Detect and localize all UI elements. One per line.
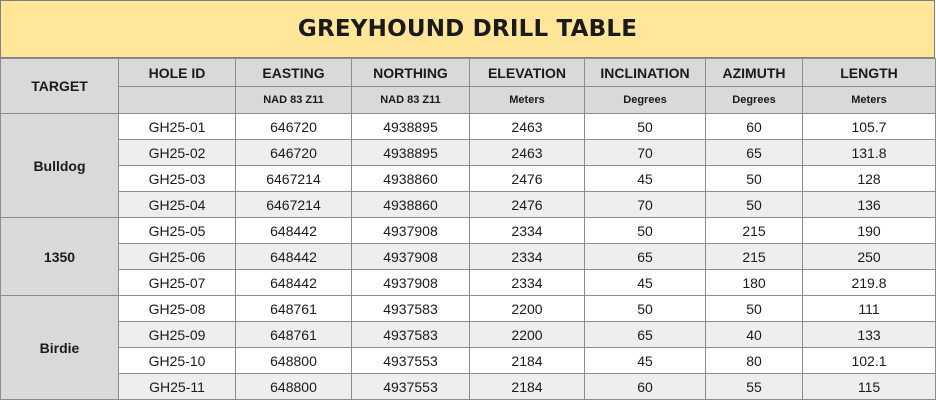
table-cell: 136 xyxy=(803,192,936,218)
table-cell: 4937553 xyxy=(352,374,470,400)
units-row xyxy=(1,87,936,114)
column-header-length: LENGTH xyxy=(803,59,936,87)
table-cell: 102.1 xyxy=(803,348,936,374)
table-cell: 65 xyxy=(585,244,706,270)
table-cell: 2476 xyxy=(470,166,585,192)
table-cell: 2184 xyxy=(470,348,585,374)
column-header-easting: EASTING xyxy=(236,59,352,87)
table-cell: 2476 xyxy=(470,192,585,218)
drill-table xyxy=(0,58,936,400)
table-cell: 40 xyxy=(706,322,803,348)
table-cell: 2334 xyxy=(470,270,585,296)
table-cell: 648442 xyxy=(236,244,352,270)
target-cell: Birdie xyxy=(1,296,119,400)
table-cell: 646720 xyxy=(236,114,352,140)
column-unit: Meters xyxy=(470,87,585,114)
table-cell: 4937908 xyxy=(352,244,470,270)
table-cell: 180 xyxy=(706,270,803,296)
table-row xyxy=(1,296,936,322)
table-cell: 115 xyxy=(803,374,936,400)
table-cell: 65 xyxy=(585,322,706,348)
table-cell: GH25-10 xyxy=(119,348,236,374)
column-unit: Degrees xyxy=(585,87,706,114)
column-header-target: TARGET xyxy=(1,59,119,114)
table-cell: 4937583 xyxy=(352,322,470,348)
table-cell: 2334 xyxy=(470,244,585,270)
table-cell: 4938860 xyxy=(352,192,470,218)
table-cell: 4937553 xyxy=(352,348,470,374)
table-cell: 70 xyxy=(585,192,706,218)
table-cell: 190 xyxy=(803,218,936,244)
table-cell: 219.8 xyxy=(803,270,936,296)
column-unit: Degrees xyxy=(706,87,803,114)
table-cell: 4938895 xyxy=(352,114,470,140)
table-cell: 45 xyxy=(585,270,706,296)
table-cell: GH25-06 xyxy=(119,244,236,270)
table-cell: 6467214 xyxy=(236,166,352,192)
table-cell: 111 xyxy=(803,296,936,322)
table-cell: GH25-11 xyxy=(119,374,236,400)
table-cell: 50 xyxy=(706,192,803,218)
table-cell: 648761 xyxy=(236,296,352,322)
table-cell: 2200 xyxy=(470,296,585,322)
table-cell: 2463 xyxy=(470,114,585,140)
table-cell: 4938895 xyxy=(352,140,470,166)
table-cell: GH25-01 xyxy=(119,114,236,140)
table-cell: GH25-09 xyxy=(119,322,236,348)
table-row xyxy=(1,270,936,296)
table-cell: 6467214 xyxy=(236,192,352,218)
table-cell: GH25-05 xyxy=(119,218,236,244)
column-unit: Meters xyxy=(803,87,936,114)
table-row xyxy=(1,244,936,270)
table-cell: 2334 xyxy=(470,218,585,244)
table-cell: 80 xyxy=(706,348,803,374)
table-cell: 60 xyxy=(585,374,706,400)
table-cell: 646720 xyxy=(236,140,352,166)
table-cell: 50 xyxy=(585,218,706,244)
table-cell: 50 xyxy=(585,114,706,140)
target-cell: Bulldog xyxy=(1,114,119,218)
table-cell: 128 xyxy=(803,166,936,192)
table-cell: 50 xyxy=(706,166,803,192)
table-cell: 55 xyxy=(706,374,803,400)
table-cell: 50 xyxy=(706,296,803,322)
column-header-hole-id: HOLE ID xyxy=(119,59,236,87)
table-cell: GH25-07 xyxy=(119,270,236,296)
table-row xyxy=(1,322,936,348)
table-cell: 60 xyxy=(706,114,803,140)
table-cell: GH25-02 xyxy=(119,140,236,166)
table-cell: 648442 xyxy=(236,218,352,244)
table-cell: 65 xyxy=(706,140,803,166)
table-cell: 4938860 xyxy=(352,166,470,192)
column-unit: NAD 83 Z11 xyxy=(236,87,352,114)
table-row xyxy=(1,140,936,166)
table-title: GREYHOUND DRILL TABLE xyxy=(0,0,935,58)
table-row xyxy=(1,218,936,244)
table-cell: 648800 xyxy=(236,374,352,400)
table-cell: 215 xyxy=(706,244,803,270)
table-cell: 4937908 xyxy=(352,270,470,296)
table-cell: 2463 xyxy=(470,140,585,166)
table-cell: GH25-08 xyxy=(119,296,236,322)
table-cell: 2184 xyxy=(470,374,585,400)
table-cell: 4937908 xyxy=(352,218,470,244)
table-cell: 215 xyxy=(706,218,803,244)
table-cell: 250 xyxy=(803,244,936,270)
table-cell: 70 xyxy=(585,140,706,166)
column-header-azimuth: AZIMUTH xyxy=(706,59,803,87)
table-cell: 648442 xyxy=(236,270,352,296)
table-cell: 648761 xyxy=(236,322,352,348)
column-unit xyxy=(119,87,236,114)
table-row xyxy=(1,166,936,192)
header-row xyxy=(1,59,936,87)
column-header-northing: NORTHING xyxy=(352,59,470,87)
table-cell: 131.8 xyxy=(803,140,936,166)
table-cell: GH25-03 xyxy=(119,166,236,192)
table-cell: 45 xyxy=(585,166,706,192)
table-cell: 133 xyxy=(803,322,936,348)
table-cell: GH25-04 xyxy=(119,192,236,218)
column-header-inclination: INCLINATION xyxy=(585,59,706,87)
table-cell: 105.7 xyxy=(803,114,936,140)
table-cell: 50 xyxy=(585,296,706,322)
table-row xyxy=(1,114,936,140)
table-cell: 648800 xyxy=(236,348,352,374)
target-cell: 1350 xyxy=(1,218,119,296)
table-cell: 2200 xyxy=(470,322,585,348)
table-cell: 45 xyxy=(585,348,706,374)
table-row xyxy=(1,192,936,218)
column-unit: NAD 83 Z11 xyxy=(352,87,470,114)
table-row xyxy=(1,374,936,400)
column-header-elevation: ELEVATION xyxy=(470,59,585,87)
table-row xyxy=(1,348,936,374)
table-cell: 4937583 xyxy=(352,296,470,322)
